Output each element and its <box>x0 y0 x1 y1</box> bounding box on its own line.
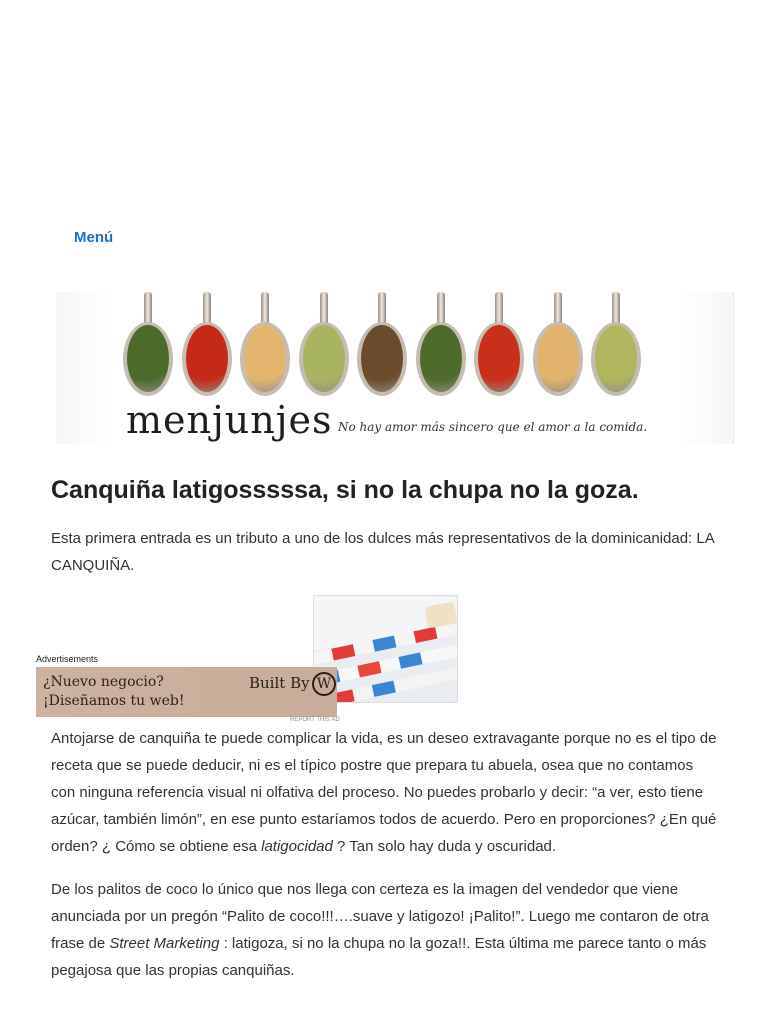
ad-banner[interactable] <box>36 667 337 717</box>
ad-label: Advertisements <box>36 654 99 664</box>
green-spice-spoon-icon <box>122 292 176 400</box>
ad-built-by: Built By <box>249 674 310 692</box>
ad-headline <box>43 673 184 711</box>
ad-line-1: ¿Nuevo negocio? <box>43 674 164 690</box>
post-paragraph-3: De los palitos de coco lo único que nos llega con certeza es la imagen del vendedor que viene anunciada por un pregón “Palito de coco!!!….suave y latigozo! ¡Palito!”. Luego me contaron de otra frase de Street Marketing : latigoza, si no la chupa no la goza!!. Esta última me parece tanto o más pegajosa que las propias canquiñas. <box>51 881 709 979</box>
beige-spice-spoon-icon <box>532 292 586 400</box>
olive-spice-spoon-icon <box>298 292 352 400</box>
site-tagline: No hay amor más sincero que el amor a la comida. <box>338 420 648 434</box>
beige-spice-spoon-icon <box>239 292 293 400</box>
brown-seed-spice-spoon-icon <box>356 292 410 400</box>
green-spice-spoon-icon <box>415 292 469 400</box>
ad-line-2: ¡Diseñamos tu web! <box>43 693 185 709</box>
menu-link[interactable]: Menú <box>74 229 114 246</box>
site-header-banner[interactable] <box>56 292 734 444</box>
report-ad-link[interactable]: REPORT THIS AD <box>290 717 340 723</box>
post-intro: Esta primera entrada es un tributo a uno de los dulces más representativos de la dominicanidad: LA CANQUIÑA. <box>51 530 714 574</box>
red-spice-spoon-icon <box>473 292 527 400</box>
post-title: Canquiña latigosssssa, si no la chupa no la goza. <box>51 476 639 504</box>
red-spice-spoon-icon <box>181 292 235 400</box>
site-logo-text: menjunjes <box>126 398 333 442</box>
olive-spice-spoon-icon <box>590 292 644 400</box>
post-paragraph-2: Antojarse de canquiña te puede complicar la vida, es un deseo extravagante porque no es el tipo de receta que se puede deducir, ni es el típico postre que prepara tu abuela, osea que no contamos con ninguna referencia visual ni olfativa del proceso. No puedes probarlo y decir: “a ver, esto tiene azúcar, también limón”, en ese punto estaríamos todos de acuerdo. Pero en proporciones? ¿En qué orden? ¿ Cómo se obtiene esa latigocidad ? Tan solo hay duda y oscuridad. <box>51 730 717 855</box>
wordpress-icon: W <box>312 672 336 696</box>
